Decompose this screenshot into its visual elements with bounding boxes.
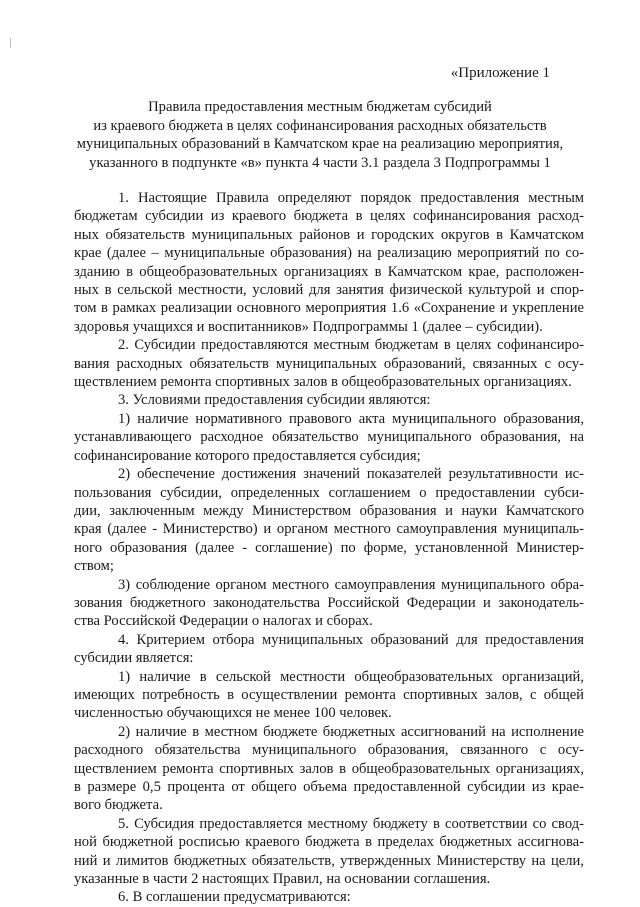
body-line: 6. В соглашении предусматриваются: — [118, 889, 351, 906]
body-line: том в рамках реализации основного мероприятия 1.6 «Сохранение и укрепление — [74, 300, 584, 317]
body-line: 4. Критерием отбора муниципальных образований для предоставления — [118, 631, 584, 648]
scan-edge-mark — [10, 38, 11, 48]
body-line: субсидии является: — [74, 650, 194, 667]
body-line: здоровья учащихся и воспитанников» Подпрограммы 1 (далее – субсидии). — [74, 318, 543, 335]
body-line: указанные в части 2 настоящих Правил, на основании соглашения. — [74, 871, 491, 888]
annex-label: «Приложение 1 — [450, 65, 550, 81]
body-line: края (далее - Министерство) и органом местного самоуправления муниципаль- — [74, 521, 584, 538]
body-line: 2) наличие в местном бюджете бюджетных ассигнований на исполнение — [118, 723, 584, 740]
body-line: 3) соблюдение органом местного самоуправления муниципального обра- — [118, 576, 584, 593]
body-line: ний и лимитов бюджетных обязательств, утвержденных Министерству на цели, — [74, 852, 584, 869]
body-line: дии, заключенным между Министерством образования и науки Камчатского — [74, 502, 584, 519]
body-line: 1. Настоящие Правила определяют порядок предоставления местным — [118, 190, 584, 206]
body-line: численностью обучающихся не менее 100 человек. — [74, 705, 392, 722]
body-line: ством; — [74, 558, 114, 575]
body-line: ной бюджетной росписью краевого бюджета в пределах бюджетных ассигнова- — [74, 834, 584, 851]
body-line: пользования субсидии, определенных соглашением о предоставлении субси- — [74, 484, 584, 501]
body-line: бюджетам субсидии из краевого бюджета в целях софинансирования расход- — [74, 208, 584, 225]
document-body — [74, 189, 584, 907]
body-line: 1) наличие нормативного правового акта муниципального образования, — [118, 410, 584, 427]
body-line: устанавливающего расходное обязательство муниципального образования, на — [74, 429, 584, 446]
body-line: расходного обязательства муниципального образования, связанного с осу- — [74, 742, 584, 759]
body-line: ных обязательств муниципальных районов и городских округов в Камчатском — [74, 226, 584, 243]
title-line: из краевого бюджета в целях софинансирования расходных обязательств — [93, 117, 547, 134]
body-line: зданию в общеобразовательных организациях в Камчатском крае, расположен- — [74, 263, 584, 280]
body-line: в размере 0,5 процента от общего объема предоставленной субсидии из крае- — [74, 779, 584, 795]
body-line: ного образования (далее - соглашение) по форме, установленной Министер- — [74, 539, 584, 556]
body-line: 2) обеспечение достижения значений показателей результативности ис- — [118, 466, 584, 483]
body-line: зования бюджетного законодательства Российской Федерации и законодатель- — [74, 594, 584, 611]
body-line: вания расходных обязательств муниципальных образований, связанных с осу- — [74, 355, 584, 372]
body-line: 3. Условиями предоставления субсидии являются: — [118, 392, 431, 409]
title-line: муниципальных образований в Камчатском крае на реализацию мероприятия, — [76, 136, 564, 153]
body-line: 5. Субсидия предоставляется местному бюджету в соответствии со свод- — [118, 815, 584, 832]
document-title — [60, 98, 580, 172]
body-line: 1) наличие в сельской местности общеобразовательных организаций, — [118, 668, 584, 685]
body-line: вого бюджета. — [74, 797, 163, 814]
body-line: софинансирование которого предоставляется субсидия; — [74, 447, 421, 464]
body-line: ных в сельской местности, условий для занятия физической культурой и спор- — [74, 282, 584, 299]
body-line: ществлением ремонта спортивных залов в общеобразовательных организациях. — [74, 374, 572, 391]
body-line: ства Российской Федерации о налогах и сборах. — [74, 613, 373, 630]
body-line: ществлением ремонта спортивных залов в общеобразовательных организациях, — [74, 760, 584, 777]
body-line: имеющих потребность в осуществлении ремонта спортивных залов, с общей — [74, 686, 584, 703]
title-line: указанного в подпункте «в» пункта 4 части 3.1 раздела 3 Подпрограммы 1 — [89, 154, 551, 171]
body-line: 2. Субсидии предоставляются местным бюджетам в целях софинансиро- — [118, 337, 584, 354]
body-line: крае (далее – муниципальные образования) на реализацию мероприятий по со- — [74, 245, 584, 262]
title-line: Правила предоставления местным бюджетам субсидий — [148, 99, 492, 115]
